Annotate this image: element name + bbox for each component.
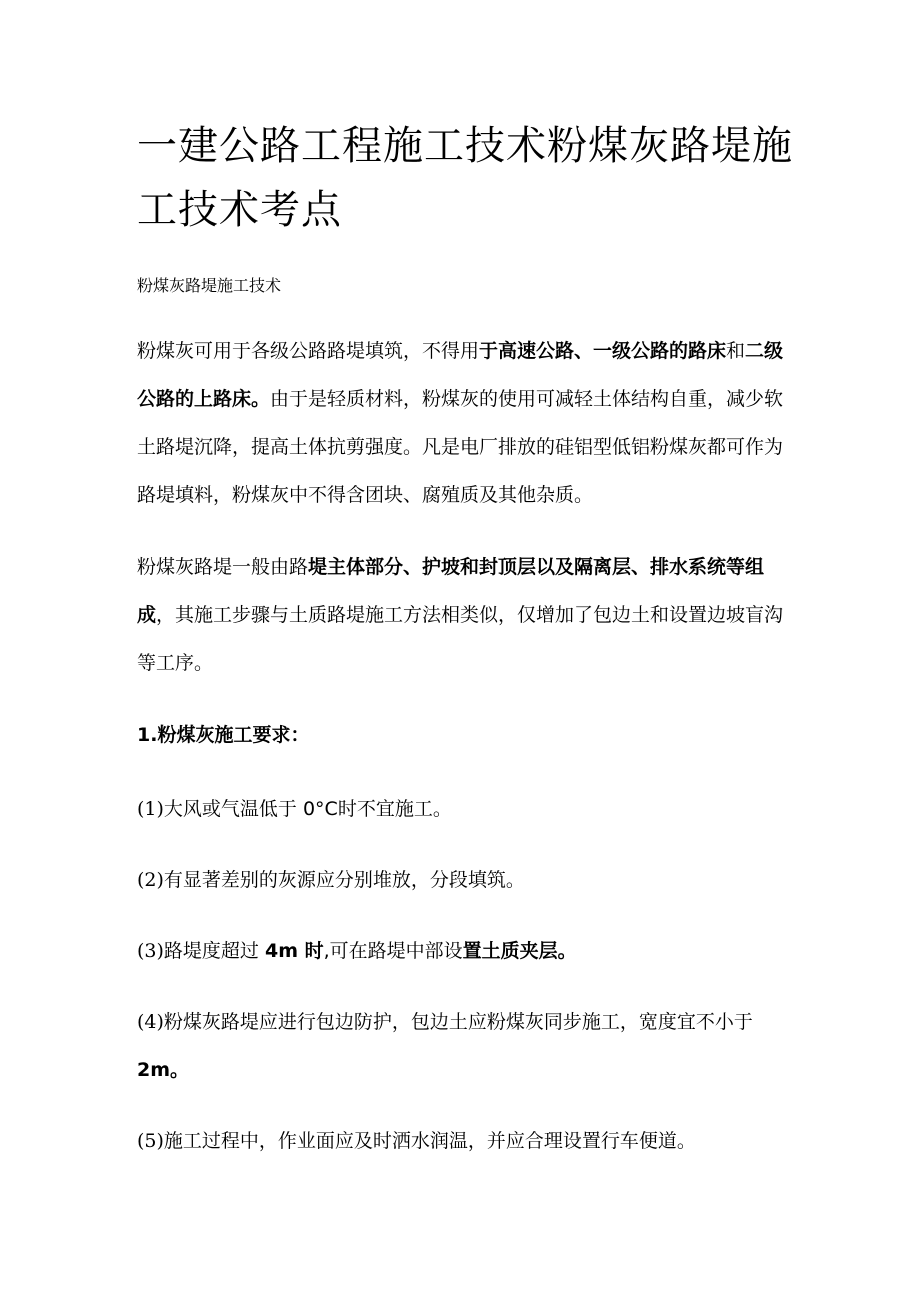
para1-bold-2: 二级公路的上路床。 — [137, 340, 784, 410]
item-text: 施工过程中，作业面应及时洒水润温，并应合理设置行车便道。 — [163, 1130, 696, 1152]
item-number: (1) — [137, 798, 164, 820]
para1-bold-1: 于高速公路、一级公路的路床 — [479, 340, 727, 362]
requirement-item-1 — [137, 785, 797, 833]
item-text: 大风或气温低于 0°C时不宜施工。 — [163, 798, 452, 820]
paragraph-intro — [137, 327, 797, 519]
document-subtitle: 粉煤灰路堤施工技术 — [137, 276, 282, 295]
item-bold-1: 2m。 — [137, 1059, 190, 1081]
requirement-item-5 — [137, 1117, 797, 1165]
para2-bold-1: 堤主体部分、护坡和封顶层以及隔离层、排水系统等组成 — [137, 556, 765, 626]
para1-text-1: 粉煤灰可用于各级公路路堤填筑，不得用 — [137, 340, 480, 362]
para1-text-2: 和 — [726, 340, 746, 362]
section-heading: 1.粉煤灰施工要求： — [137, 724, 310, 746]
item-text: 有显著差别的灰源应分别堆放，分段填筑。 — [163, 869, 525, 891]
para1-text-3: 由于是轻质材料，粉煤灰的使用可减轻土体结构自重，减少软土路堤沉降，提高土体抗剪强度。凡是电厂排放的硅铝型低铝粉煤灰都可作为路堤填料，粉煤灰中不得含团块、腐殖质及其他杂质。 — [137, 388, 784, 506]
item-number: (3) — [137, 940, 164, 962]
requirement-item-3 — [137, 927, 797, 975]
paragraph-composition — [137, 543, 797, 687]
item-number: (2) — [137, 869, 164, 891]
item-bold-2: 置土质夹层。 — [462, 940, 577, 962]
item-number: (5) — [137, 1130, 164, 1152]
para2-text-2: ，其施工步骤与土质路堤施工方法相类似，仅增加了包边土和设置边坡盲沟等工序。 — [137, 604, 784, 674]
document-title: 一建公路工程施工技术粉煤灰路堤施工技术考点 — [137, 123, 793, 233]
item-bold-1: 4m 时 — [264, 940, 324, 962]
item-text-2: ,可在路堤中部设 — [323, 940, 463, 962]
requirement-item-4 — [137, 998, 797, 1094]
para2-text-1: 粉煤灰路堤一般由路 — [137, 556, 309, 578]
item-number: (4) — [137, 1011, 164, 1033]
item-text: 路堤度超过 — [163, 940, 265, 962]
requirement-item-2 — [137, 856, 797, 904]
item-text: 粉煤灰路堤应进行包边防护，包边土应粉煤灰同步施工，宽度宜不小于 — [163, 1011, 753, 1033]
